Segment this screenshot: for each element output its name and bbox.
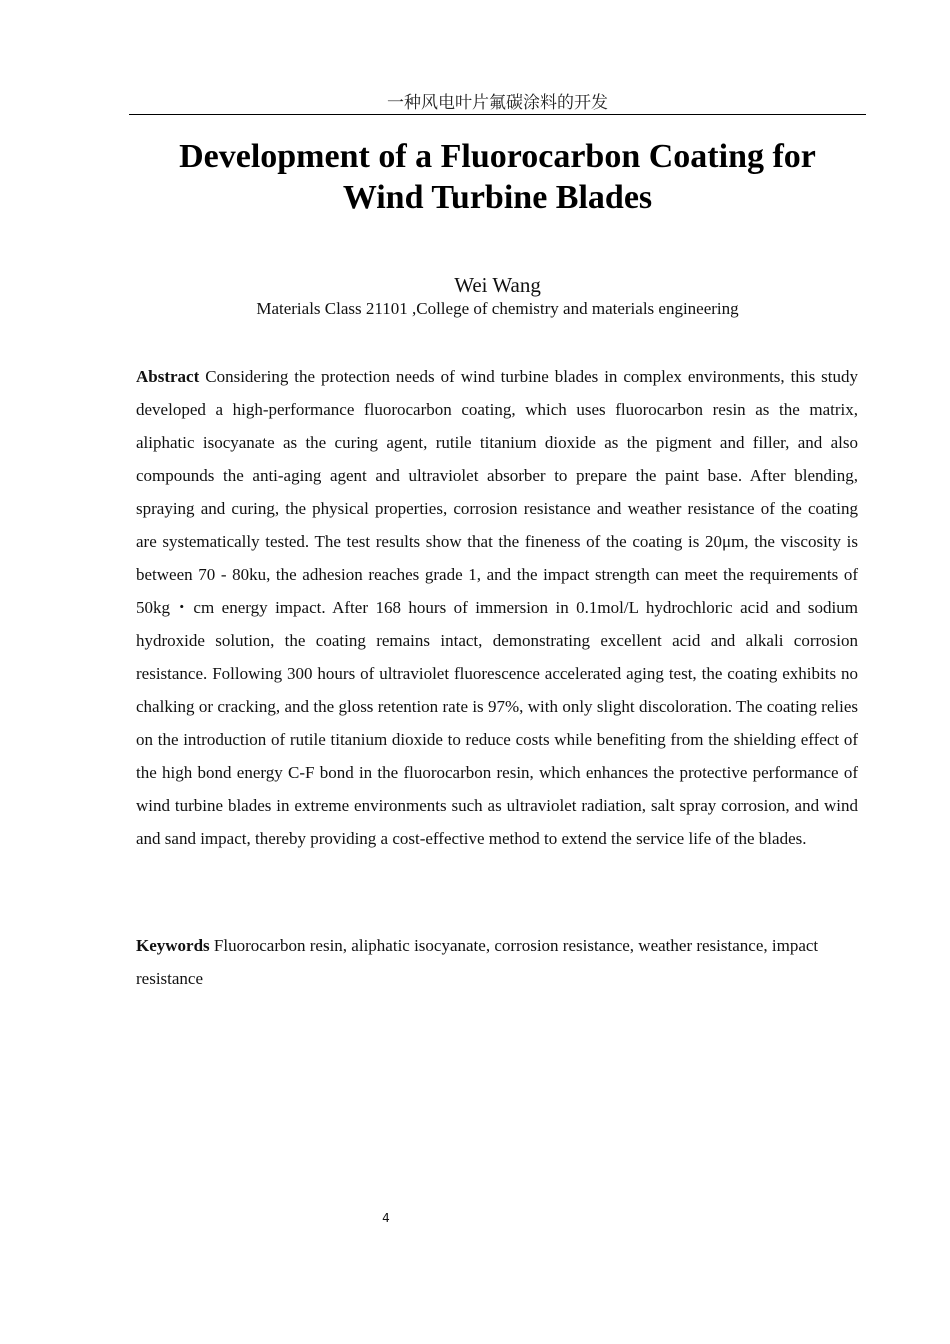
author-name: Wei Wang <box>454 273 541 297</box>
paper-title <box>120 136 875 218</box>
keywords-label: Keywords <box>136 936 210 955</box>
abstract-text: Considering the protection needs of wind turbine blades in complex environments, this study developed a high-performance fluorocarbon coating, which uses fluorocarbon resin as the matrix, aliphatic isocyanate as the curing agent, rutile titanium dioxide as the pigment and filler, and also compounds the anti-aging agent and ultraviolet absorber to prepare the paint base. After blending, spraying and curing, the physical properties, corrosion resistance and weather resistance of the coating are systematically tested. The test results show that the fineness of the coating is 20μm, the viscosity is between 70 - 80ku, the adhesion reaches grade 1, and the impact strength can meet the requirements of 50kg・cm energy impact. After 168 hours of immersion in 0.1mol/L hydrochloric acid and sodium hydroxide solution, the coating remains intact, demonstrating excellent acid and alkali corrosion resistance. Following 300 hours of ultraviolet fluorescence accelerated aging test, the coating exhibits no chalking or cracking, and the gloss retention rate is 97%, with only slight discoloration. The coating relies on the introduction of rutile titanium dioxide to reduce costs while benefiting from the shielding effect of the high bond energy C-F bond in the fluorocarbon resin, which enhances the protective performance of wind turbine blades in extreme environments such as ultraviolet radiation, salt spray corrosion, and wind and sand impact, thereby providing a cost-effective method to extend the service life of the blades. <box>136 367 858 848</box>
page-number: 4 <box>382 1211 390 1225</box>
running-header-title: 一种风电叶片氟碳涂料的开发 <box>387 93 608 113</box>
running-header <box>129 92 866 115</box>
keywords-paragraph <box>136 929 858 995</box>
author-affiliation: Materials Class 21101 ,College of chemistry and materials engineering <box>256 299 739 318</box>
abstract-paragraph <box>136 360 858 855</box>
keywords-text: Fluorocarbon resin, aliphatic isocyanate, corrosion resistance, weather resistance, impact resistance <box>136 936 819 988</box>
paper-title-line-1: Development of a Fluorocarbon Coating for <box>179 138 816 175</box>
paper-title-line-2: Wind Turbine Blades <box>342 179 653 216</box>
abstract-label: Abstract <box>136 367 200 386</box>
